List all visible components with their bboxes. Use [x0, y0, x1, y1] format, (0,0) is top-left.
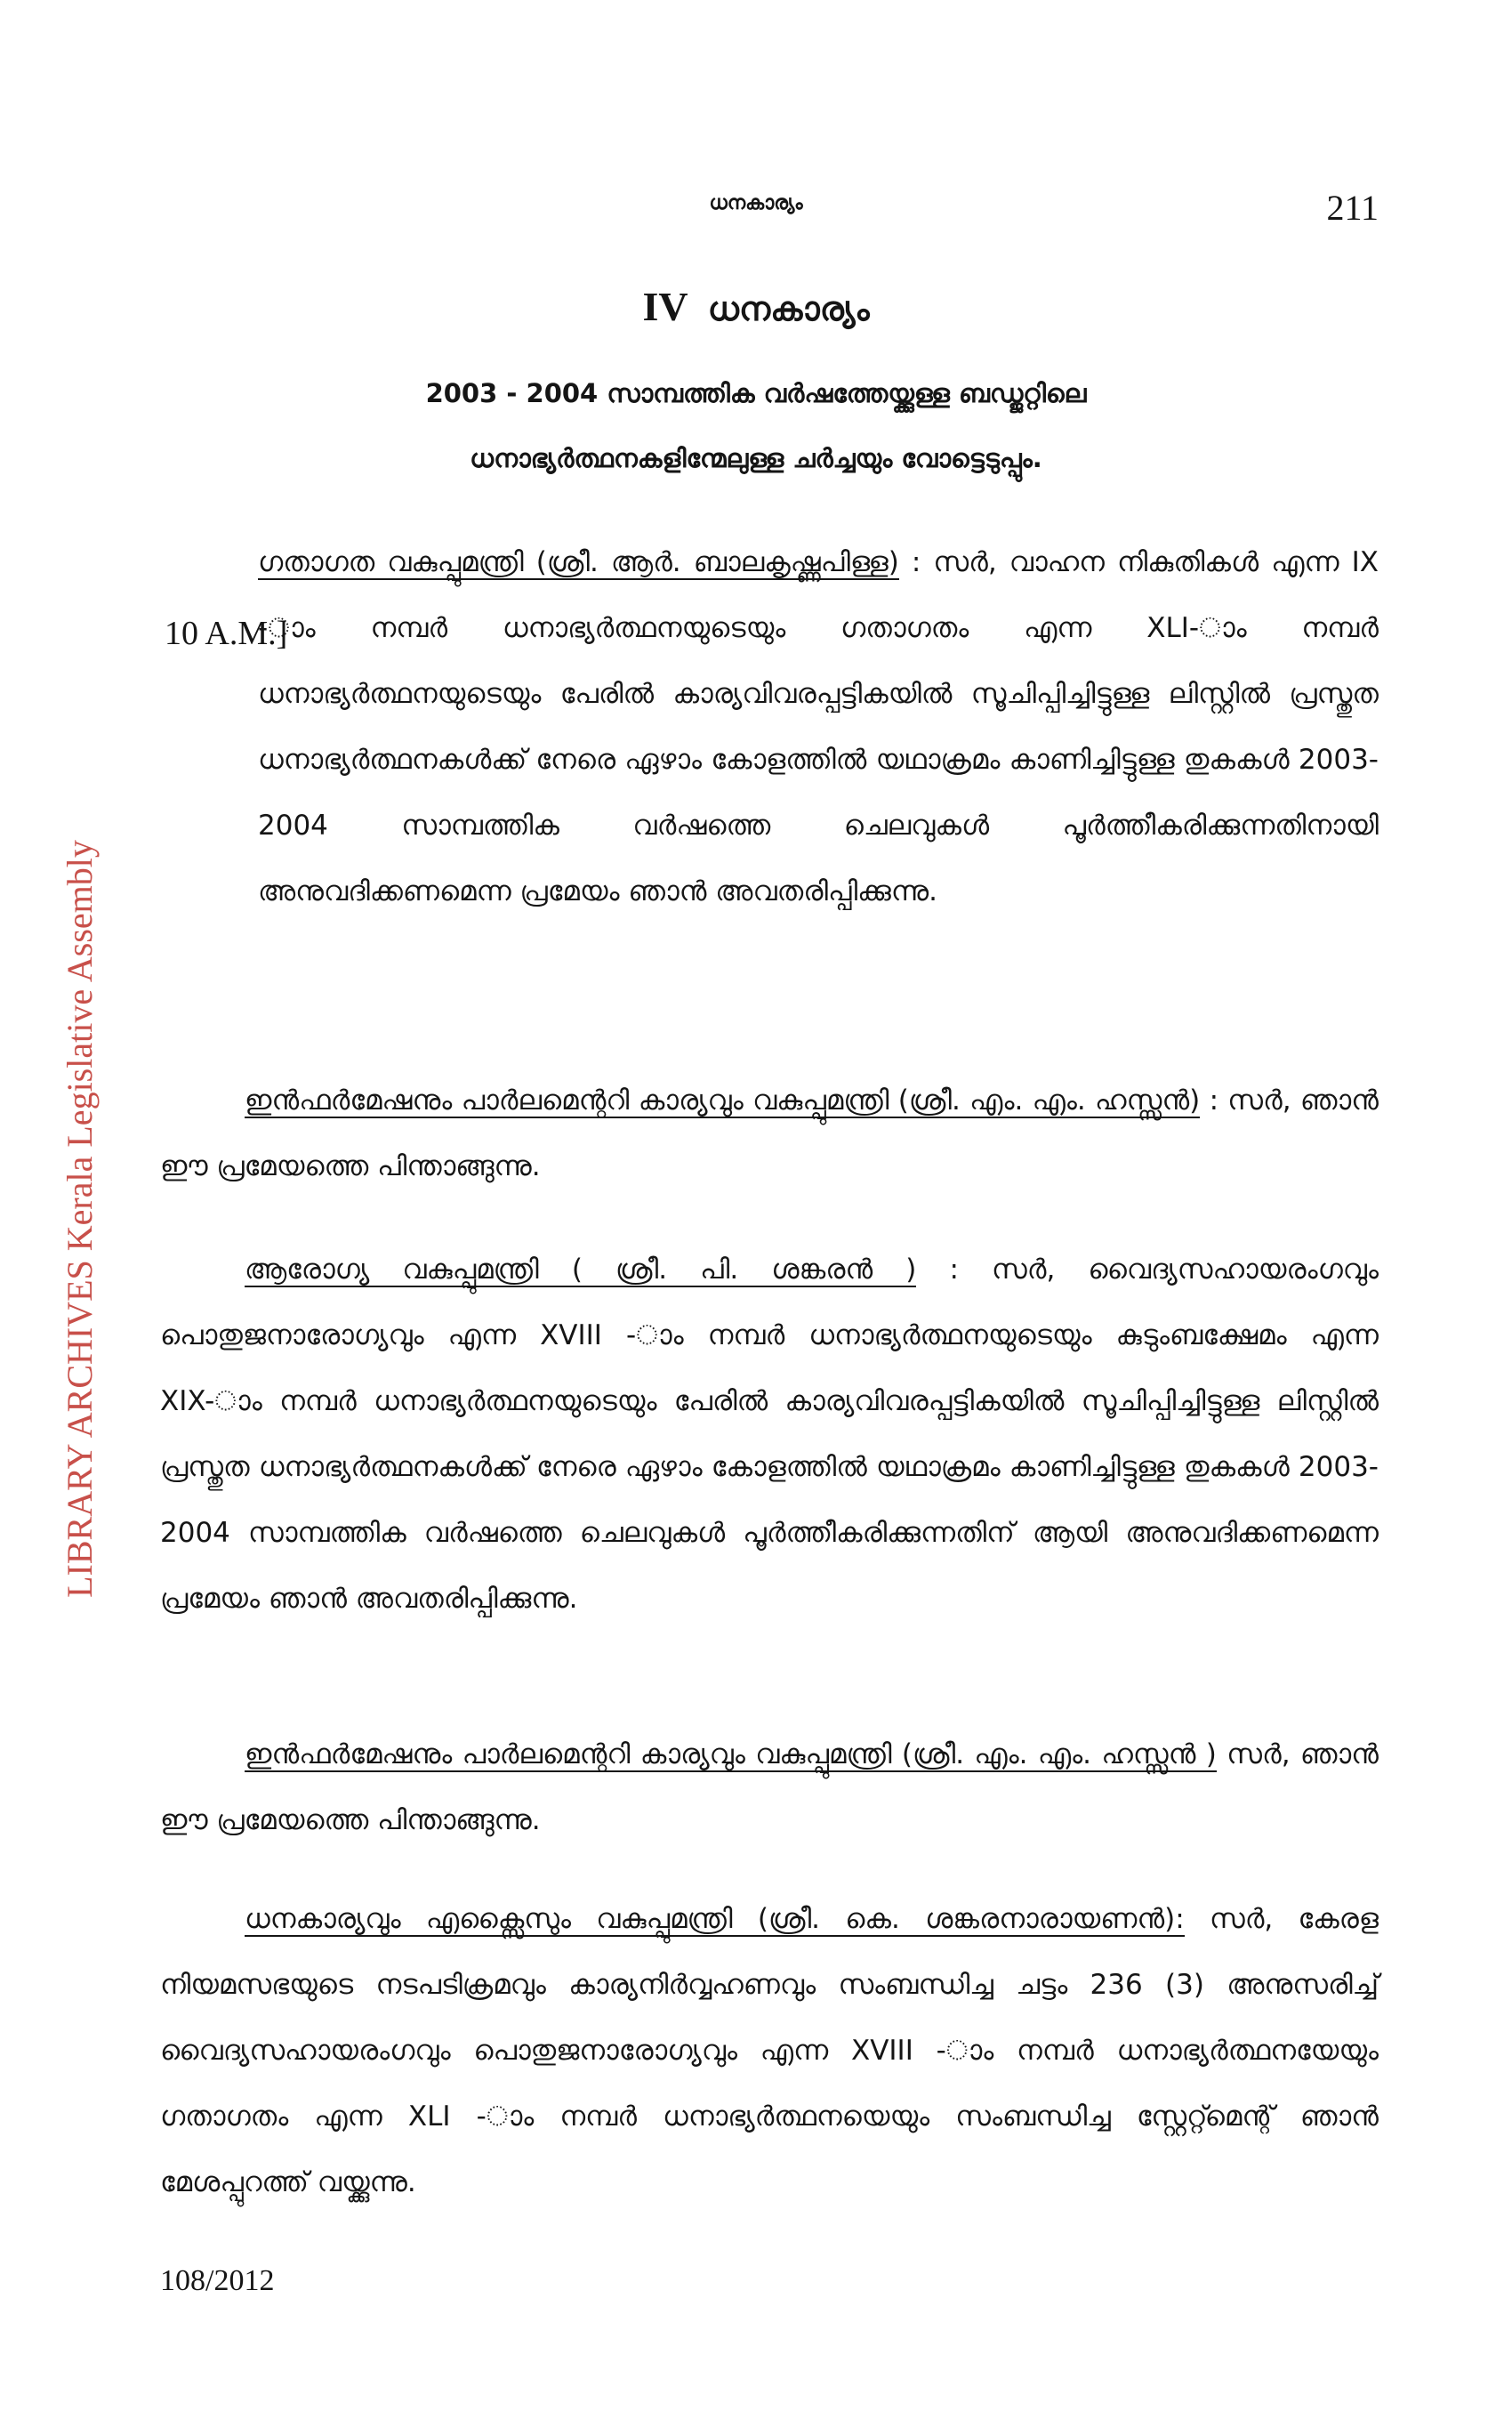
- running-header: ധനകാര്യം: [709, 192, 803, 214]
- section-title-text: ധനകാര്യം: [707, 289, 870, 328]
- speaker-name: ധനകാര്യവും എക്സൈസും വകുപ്പുമന്ത്രി (ശ്രീ. കെ. ശങ്കരനാരായണൻ):: [245, 1903, 1185, 1935]
- speaker-name: ഗതാഗത വകുപ്പുമന്ത്രി (ശ്രീ. ആർ. ബാലകൃഷ്ണപിള്ള): [258, 546, 899, 578]
- speaker-name: ഇൻഫർമേഷനും പാർലമെന്ററി കാര്യവും വകുപ്പുമന്ത്രി (ശ്രീ. എം. എം. ഹസ്സൻ ): [245, 1738, 1217, 1770]
- paragraph-transport-minister: [258, 529, 1379, 924]
- paragraph-information-minister-1: [160, 1068, 1379, 1199]
- paragraph-health-minister: [160, 1237, 1379, 1632]
- paragraph-text: : സർ, ഞാൻ ഈ പ്രമേയത്തെ പിന്താങ്ങുന്നു.: [160, 1085, 1379, 1182]
- page-number: 211: [1326, 188, 1379, 228]
- speaker-name: ഇൻഫർമേഷനും പാർലമെന്ററി കാര്യവും വകുപ്പുമന്ത്രി (ശ്രീ. എം. എം. ഹസ്സൻ): [245, 1085, 1201, 1117]
- footer-code: 108/2012: [160, 2264, 275, 2297]
- paragraph-information-minister-2: [160, 1722, 1379, 1853]
- subtitle-line-2: ധനാഭ്യർത്ഥനകളിന്മേലുള്ള ചർച്ചയും വോട്ടെടുപ്പും.: [470, 443, 1042, 473]
- paragraph-text: : സർ, വാഹന നികുതികൾ എന്ന IX -ാം നമ്പർ ധനാഭ്യർത്ഥനയുടെയും ഗതാഗതം എന്ന XLI-ാം നമ്പർ ധനാഭ്യർത്ഥനയുടെയും പേരിൽ കാര്യവിവരപ്പട്ടികയിൽ സൂചിപ്പിച്ചിട്ടുള്ള ലിസ്റ്റിൽ പ്രസ്തുത ധനാഭ്യർത്ഥനകൾക്ക് നേരെ ഏഴാം കോളത്തിൽ യഥാക്രമം കാണിച്ചിട്ടുള്ള തുകകൾ 2003-2004 സാമ്പത്തിക വർഷത്തെ ചെലവുകൾ പൂർത്തീകരിക്കുന്നതിനായി അനുവദിക്കണമെന്ന പ്രമേയം ഞാൻ അവതരിപ്പിക്കുന്നു.: [258, 546, 1379, 907]
- section-title: [0, 283, 1512, 330]
- paragraph-text: സർ, കേരള നിയമസഭയുടെ നടപടിക്രമവും കാര്യനിർവ്വഹണവും സംബന്ധിച്ച ചട്ടം 236 (3) അനുസരിച്ച് വൈദ്യസഹായരംഗവും പൊതുജനാരോഗ്യവും എന്ന XVIII -ാം നമ്പർ ധനാഭ്യർത്ഥനയേയും ഗതാഗതം എന്ന XLI -ാം നമ്പർ ധനാഭ്യർത്ഥനയെയും സംബന്ധിച്ച സ്റ്റേറ്റ്മെന്റ് ഞാൻ മേശപ്പുറത്ത് വയ്ക്കുന്നു.: [160, 1903, 1379, 2198]
- paragraph-text: സർ, ഞാൻ ഈ പ്രമേയത്തെ പിന്താങ്ങുന്നു.: [160, 1738, 1379, 1836]
- section-numeral: IV: [642, 284, 688, 329]
- archive-watermark: LIBRARY ARCHIVES Kerala Legislative Assembly: [60, 840, 100, 1598]
- subtitle-line-1: 2003 - 2004 സാമ്പത്തിക വർഷത്തേയ്ക്കുള്ള ബഡ്ജറ്റിലെ: [425, 378, 1087, 408]
- paragraph-finance-minister: [160, 1886, 1379, 2215]
- speaker-name: ആരോഗ്യ വകുപ്പുമന്ത്രി ( ശ്രീ. പി. ശങ്കരൻ ): [245, 1254, 917, 1286]
- time-marker: 10 A.M.]: [165, 615, 288, 652]
- paragraph-text: : സർ, വൈദ്യസഹായരംഗവും പൊതുജനാരോഗ്യവും എന്ന XVIII -ാം നമ്പർ ധനാഭ്യർത്ഥനയുടെയും കുടുംബക്ഷേമം എന്ന XIX-ാം നമ്പർ ധനാഭ്യർത്ഥനയുടെയും പേരിൽ കാര്യവിവരപ്പട്ടികയിൽ സൂചിപ്പിച്ചിട്ടുള്ള ലിസ്റ്റിൽ പ്രസ്തുത ധനാഭ്യർത്ഥനകൾക്ക് നേരെ ഏഴാം കോളത്തിൽ യഥാക്രമം കാണിച്ചിട്ടുള്ള തുകകൾ 2003-2004 സാമ്പത്തിക വർഷത്തെ ചെലവുകൾ പൂർത്തീകരിക്കുന്നതിന് ആയി അനുവദിക്കണമെന്ന പ്രമേയം ഞാൻ അവതരിപ്പിക്കുന്നു.: [160, 1254, 1379, 1615]
